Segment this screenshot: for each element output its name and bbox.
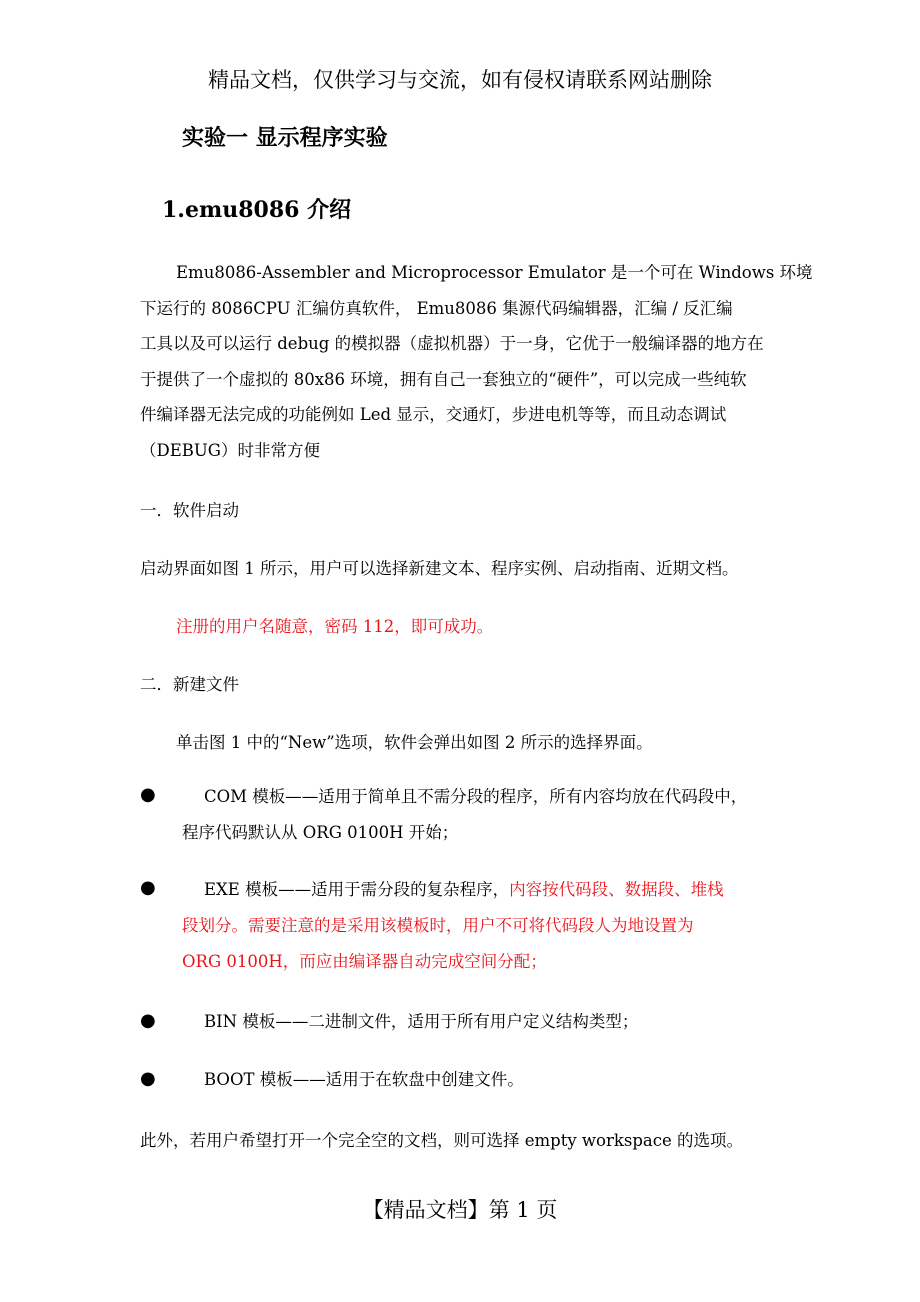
bullet-exe-line: ORG 0100H，而应由编译器自动完成空间分配； [182,952,547,971]
step2-text: 单击图 1 中的“New”选项，软件会弹出如图 2 所示的选择界面。 [176,733,653,752]
watermark-header: 精品文档，仅供学习与交流，如有侵权请联系网站删除 [208,68,712,92]
bullet-com-line: COM 模板——适用于简单且不需分段的程序，所有内容均放在代码段中， [204,787,748,806]
intro-line: 件编译器无法完成的功能例如 Led 显示，交通灯，步进电机等等，而且动态调试 [140,405,727,424]
intro-line: 下运行的 8086CPU 汇编仿真软件， Emu8086 集源代码编辑器，汇编 / 反汇编 [140,298,733,318]
step2-heading: 二．新建文件 [140,675,239,694]
bullet-boot: BOOT 模板——适用于在软盘中创建文件。 [204,1070,524,1089]
bullet-icon: ● [140,1010,156,1031]
bullet-bin: BIN 模板——二进制文件，适用于所有用户定义结构类型； [204,1012,639,1031]
intro-line: 工具以及可以运行 debug 的模拟器（虚拟机器）于一身，它优于一般编译器的地方在 [140,334,764,353]
step1-note: 注册的用户名随意，密码 112，即可成功。 [176,617,494,636]
bullet-exe-black: EXE 模板——适用于需分段的复杂程序， [204,880,510,899]
bullet-com-line: 程序代码默认从 ORG 0100H 开始； [182,823,459,842]
intro-line: 于提供了一个虚拟的 80x86 环境，拥有自己一套独立的“硬件”，可以完成一些纯软 [140,369,747,389]
intro-line: （DEBUG）时非常方便 [140,440,320,460]
bullet-exe-line: 段划分。需要注意的是采用该模板时，用户不可将代码段人为地设置为 [182,916,694,935]
closing-text: 此外，若用户希望打开一个完全空的文档，则可选择 empty workspace 的选项。 [140,1131,743,1150]
bullet-exe-line [182,872,724,908]
step1-text: 启动界面如图 1 所示，用户可以选择新建文本、程序实例、启动指南、近期文档。 [140,559,739,578]
page-title: 实验一 显示程序实验 [182,125,388,151]
step1-heading: 一．软件启动 [140,501,239,520]
bullet-icon: ● [140,1068,156,1089]
intro-line: Emu8086-Assembler and Microprocessor Emulator 是一个可在 Windows 环境 [176,263,813,282]
bullet-exe-red: 内容按代码段、数据段、堆栈 [509,880,724,899]
bullet-com [182,779,747,851]
page-footer: 【精品文档】第 1 页 [362,1198,558,1222]
intro-paragraph [140,255,813,468]
bullet-exe [182,872,724,980]
section-heading-emu8086: 1.emu8086 介绍 [162,197,352,223]
bullet-icon: ● [140,877,156,898]
bullet-icon: ● [140,784,156,805]
